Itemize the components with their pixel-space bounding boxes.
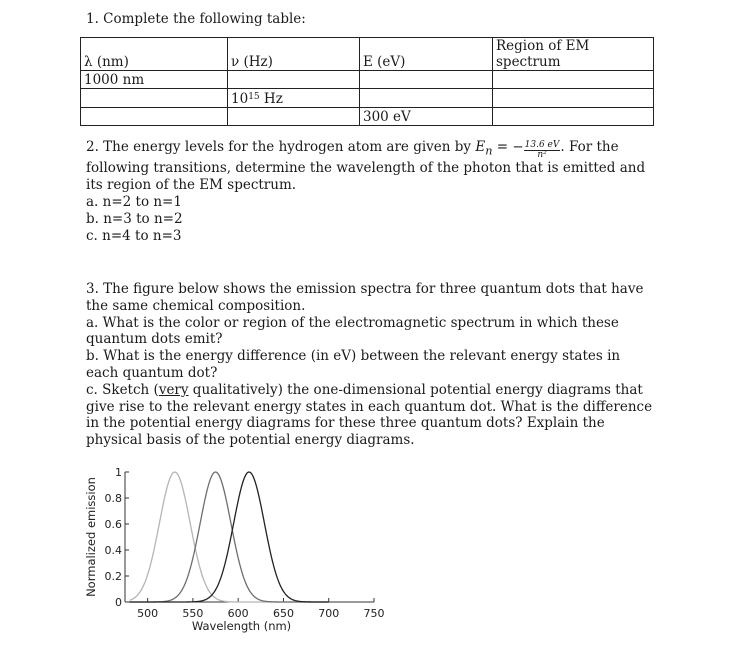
- q3-part-c-post: qualitatively) the one-dimensional potential energy diagrams that give rise to the relevant energy states in each quantum dot. What is the difference in the potential energy diagrams for these three quantum dots? Explain the physical basis of the potential energy diagrams.: [86, 381, 653, 449]
- q3-part-c-pre: c. Sketch (: [86, 381, 159, 398]
- emission-spectra-chart: [78, 462, 398, 642]
- q2-tail: . For the following transitions, determine the wavelength of the photon that is emitted and its region of the EM spectrum.: [86, 139, 646, 194]
- cell-region: [493, 71, 654, 89]
- y-tick-label: 0.8: [104, 492, 122, 505]
- series-line-dot-1: [130, 472, 329, 602]
- cell-frequency: [228, 89, 360, 108]
- cell-region: [493, 89, 654, 108]
- freq-base: 10: [231, 91, 249, 107]
- series-line-dot-3: [130, 472, 329, 602]
- freq-unit: Hz: [259, 91, 283, 107]
- freq-exponent: 15: [248, 92, 260, 102]
- cell-wavelength: [81, 108, 228, 126]
- x-tick-label: 750: [363, 607, 385, 620]
- em-table: [80, 37, 654, 126]
- header-wavelength: λ (nm): [81, 38, 228, 71]
- series-line-dot-2: [130, 472, 329, 602]
- fraction-denominator: n²: [537, 150, 547, 160]
- header-frequency: ν (Hz): [228, 38, 360, 71]
- question-3: [86, 281, 656, 449]
- q3-part-a: a. What is the color or region of the electromagnetic spectrum in which these quantum dots emit?: [86, 314, 619, 348]
- q3-intro: 3. The figure below shows the emission spectra for three quantum dots that have the same chemical composition.: [86, 281, 644, 314]
- header-region: Region of EM spectrum: [493, 38, 654, 71]
- question-1-title: 1. Complete the following table:: [86, 11, 306, 27]
- y-axis-label: Normalized emission: [84, 477, 98, 597]
- energy-fraction: [524, 141, 561, 160]
- formula-var: E: [475, 139, 486, 155]
- cell-frequency: [228, 108, 360, 126]
- cell-energy: [360, 89, 493, 108]
- table-row: [81, 108, 654, 126]
- x-axis-label: Wavelength (nm): [191, 619, 292, 633]
- y-tick-label: 0.6: [104, 518, 122, 531]
- cell-wavelength: [81, 89, 228, 108]
- cell-energy: [360, 71, 493, 89]
- x-tick-label: 600: [227, 607, 249, 620]
- cell-wavelength: 1000 nm: [81, 71, 228, 89]
- q2-lead: 2. The energy levels for the hydrogen atom are given by: [86, 139, 476, 155]
- table-header-row: [81, 38, 654, 71]
- q3-part-c-underlined: very: [158, 381, 189, 398]
- list-item: a. n=2 to n=1: [86, 194, 182, 211]
- question-2: [86, 139, 656, 244]
- x-tick-label: 650: [272, 607, 294, 620]
- cell-energy: 300 eV: [360, 108, 493, 126]
- cell-region: [493, 108, 654, 126]
- y-tick-label: 0.4: [104, 544, 122, 557]
- y-tick-label: 0: [115, 596, 122, 609]
- table-row: [81, 71, 654, 89]
- table-row: [81, 89, 654, 108]
- x-tick-label: 550: [182, 607, 204, 620]
- list-item: c. n=4 to n=3: [86, 227, 182, 244]
- formula-sub: n: [485, 144, 493, 158]
- x-tick-label: 700: [318, 607, 340, 620]
- y-tick-label: 1: [115, 466, 122, 479]
- list-item: b. n=3 to n=2: [86, 210, 183, 227]
- fraction-numerator: 13.6 eV: [524, 140, 560, 150]
- q3-part-b: b. What is the energy difference (in eV) between the relevant energy states in each quantum dot?: [86, 348, 621, 381]
- formula-eq: = −: [492, 139, 524, 155]
- cell-frequency: [228, 71, 360, 89]
- y-tick-label: 0.2: [104, 570, 122, 583]
- x-tick-label: 500: [137, 607, 159, 620]
- header-energy: E (eV): [360, 38, 493, 71]
